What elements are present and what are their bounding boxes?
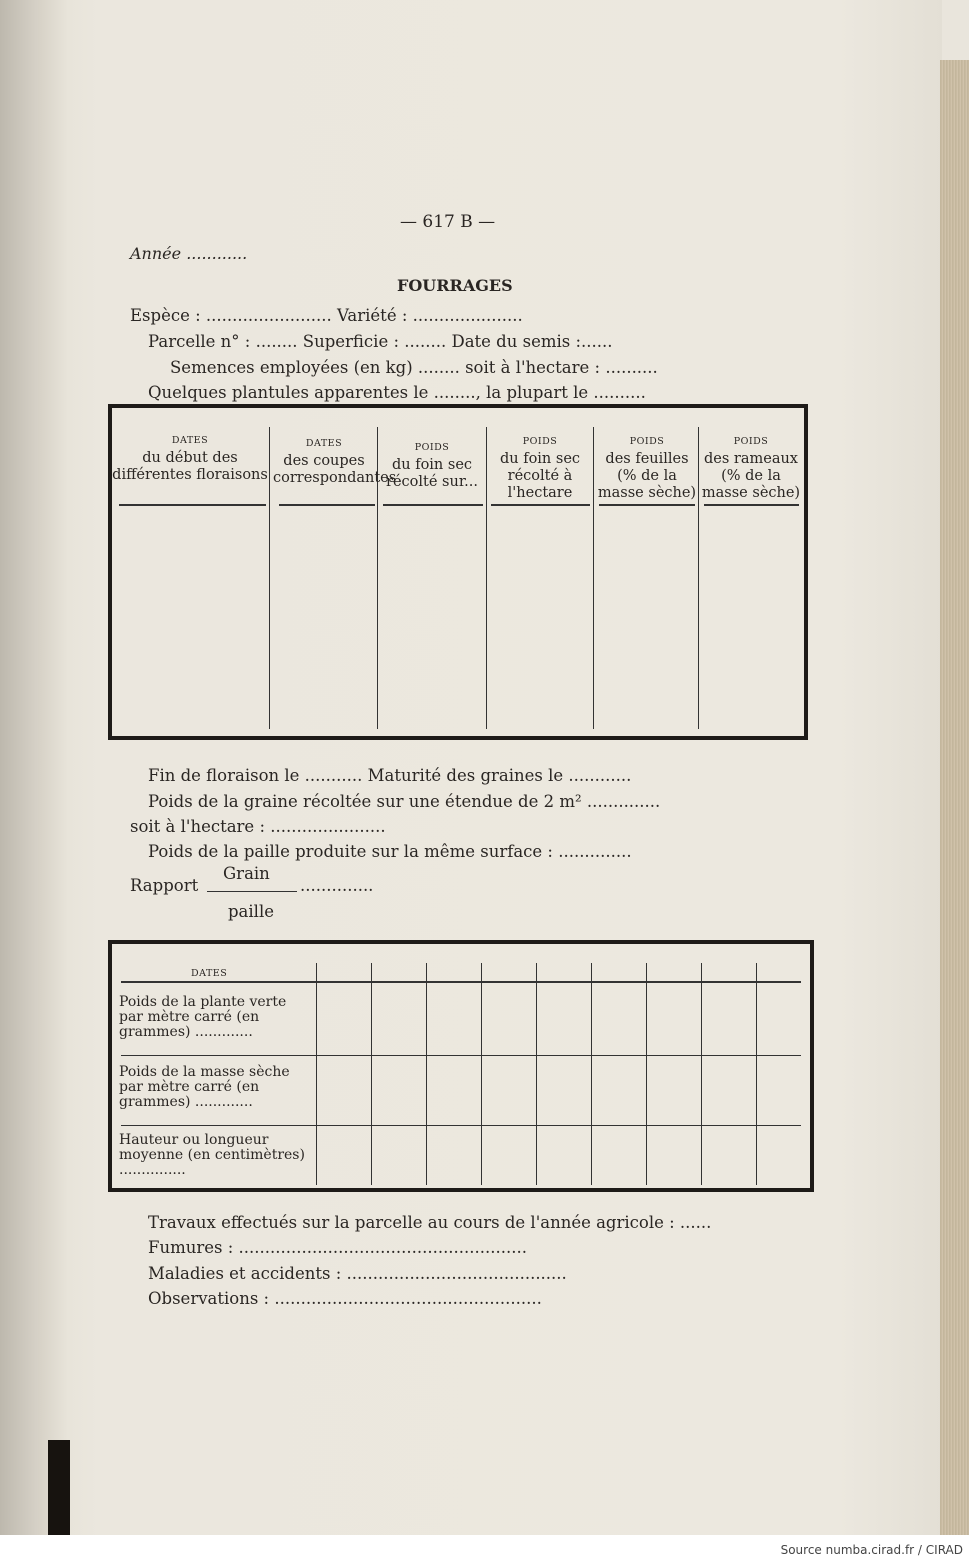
soit-hectare-field: soit à l'hectare : ......................: [130, 817, 386, 836]
form-title: FOURRAGES: [397, 276, 513, 295]
table-poids-hauteur: [108, 940, 814, 1192]
observations-field: Observations : ...................................................: [148, 1289, 542, 1308]
row-hauteur-longueur: Hauteur ou longueur moyenne (en centimètres) ...............: [119, 1132, 305, 1178]
poids-graine-field: Poids de la graine récoltée sur une étendue de 2 m² ..............: [148, 792, 661, 811]
maladies-field: Maladies et accidents : ..........................................: [148, 1264, 567, 1283]
col-header-debut-floraisons: DATES du début des différentes floraisons: [112, 435, 268, 483]
espece-field: Espèce : ........................ Variété : .....................: [130, 306, 523, 325]
table-dates-poids: [108, 404, 808, 740]
page-edges: [940, 60, 969, 1535]
col-header-rameaux: POIDS des rameaux (% de la masse sèche): [701, 436, 801, 501]
fraction-bar: [207, 891, 297, 892]
row-poids-plante-verte: Poids de la plante verte par mètre carré (en grammes) .............: [119, 994, 287, 1040]
annee-field: Année ............: [130, 244, 248, 263]
semences-field: Semences employées (en kg) ........ soit à l'hectare : ..........: [170, 358, 658, 377]
source-credit: Source numba.cirad.fr / CIRAD: [780, 1543, 963, 1557]
rapport-dots: ..............: [300, 876, 374, 895]
table2-header-dates: DATES: [191, 968, 228, 979]
book-spine: [0, 0, 42, 1535]
poids-paille-field: Poids de la paille produite sur la même surface : ..............: [148, 842, 632, 861]
rapport-numerator: Grain: [223, 864, 270, 883]
rapport-denominator: paille: [228, 902, 274, 921]
bookmark-ribbon: [48, 1440, 70, 1535]
rapport-label: Rapport: [130, 876, 199, 895]
parcelle-field: Parcelle n° : ........ Superficie : ........ Date du semis :......: [148, 332, 613, 351]
floraison-field: Fin de floraison le ........... Maturité des graines le ............: [148, 766, 632, 785]
col-header-feuilles: POIDS des feuilles (% de la masse sèche): [597, 436, 697, 501]
plantules-field: Quelques plantules apparentes le ........, la plupart le ..........: [148, 383, 646, 402]
col-header-foin-sec-recolte: POIDS du foin sec récolté sur...: [386, 442, 478, 490]
travaux-field: Travaux effectués sur la parcelle au cours de l'année agricole : ......: [148, 1213, 712, 1232]
page-number: — 617 B —: [400, 212, 496, 232]
row-poids-masse-seche: Poids de la masse sèche par mètre carré (en grammes) .............: [119, 1064, 290, 1110]
col-header-coupes: DATES des coupes correspondantes: [273, 438, 397, 486]
fumures-field: Fumures : .......................................................: [148, 1238, 527, 1257]
col-header-foin-sec-hectare: POIDS du foin sec récolté à l'hectare: [499, 436, 581, 501]
